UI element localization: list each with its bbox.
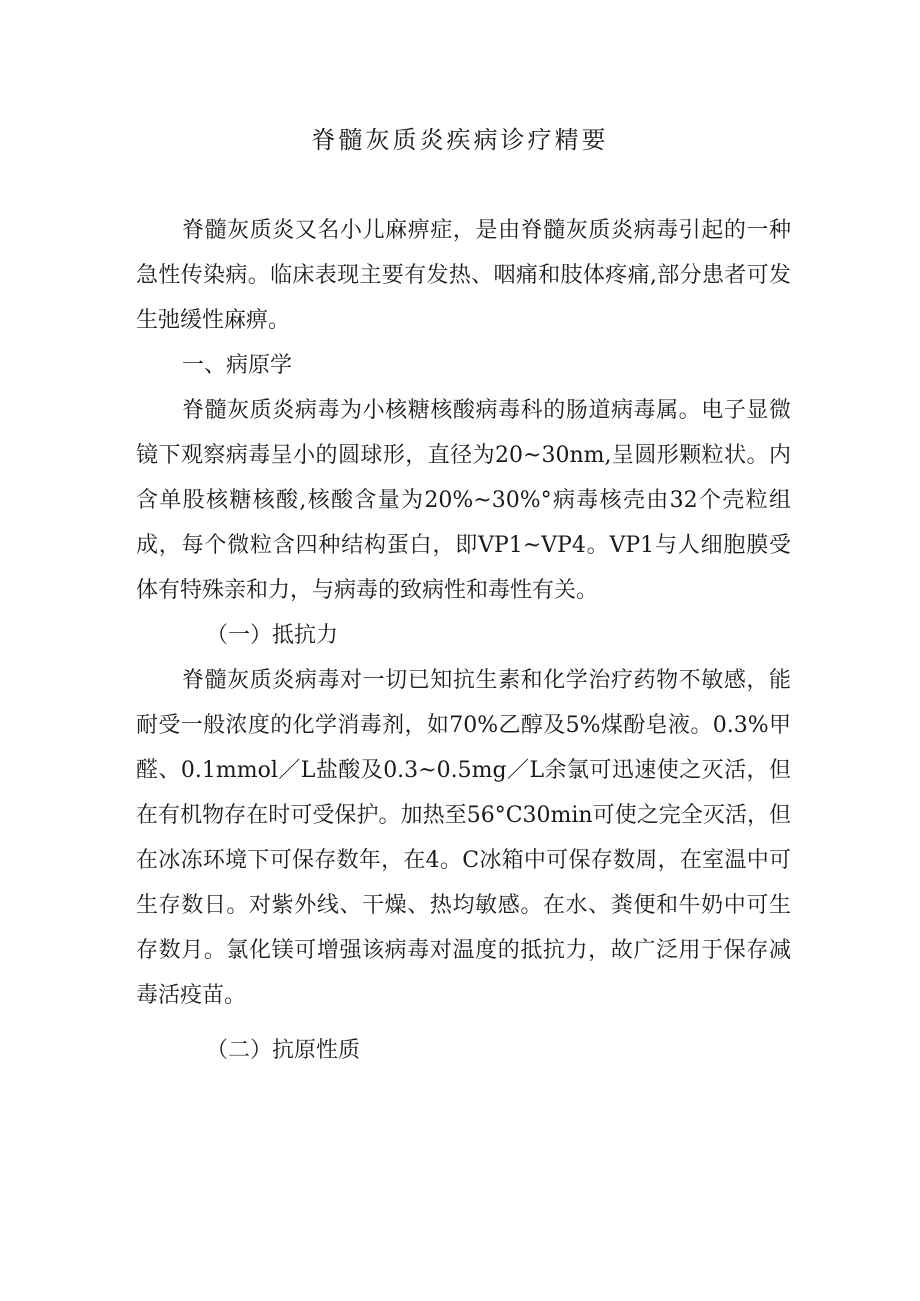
document-body	[136, 208, 791, 1073]
subheading-antigenicity: （二）抗原性质	[206, 1038, 361, 1063]
page-title: 脊髓灰质炎疾病诊疗精要	[311, 126, 609, 154]
section-heading-etiology: 一、病原学	[182, 353, 293, 378]
resistance-paragraph: 脊髓灰质炎病毒对一切已知抗生素和化学治疗药物不敏感，能耐受一般浓度的化学消毒剂，如70%乙醇及5%煤酚皂液。0.3%甲醛、0.1mmol／L盐酸及0.3~0.5mg／L余氯可迅速使之灭活，但在有机物存在时可受保护。加热至56°C30min可使之完全灭活，但在冰冻环境下可保存数年，在4。C冰箱中可保存数周，在室温中可生存数日。对紫外线、干燥、热均敏感。在水、粪便和牛奶中可生存数月。氯化镁可增强该病毒对温度的抵抗力，故广泛用于保存减毒活疫苗。	[136, 668, 791, 1008]
subheading-resistance: （一）抵抗力	[206, 623, 339, 648]
etiology-paragraph: 脊髓灰质炎病毒为小核糖核酸病毒科的肠道病毒属。电子显微镜下观察病毒呈小的圆球形，直径为20~30nm,呈圆形颗粒状。内含单股核糖核酸,核酸含量为20%~30%°病毒核壳由32个壳粒组成，每个微粒含四种结构蛋白，即VP1~VP4。VP1与人细胞膜受体有特殊亲和力，与病毒的致病性和毒性有关。	[136, 398, 791, 603]
intro-paragraph: 脊髓灰质炎又名小儿麻痹症，是由脊髓灰质炎病毒引起的一种急性传染病。临床表现主要有发热、咽痛和肢体疼痛,部分患者可发生弛缓性麻痹。	[136, 218, 791, 333]
